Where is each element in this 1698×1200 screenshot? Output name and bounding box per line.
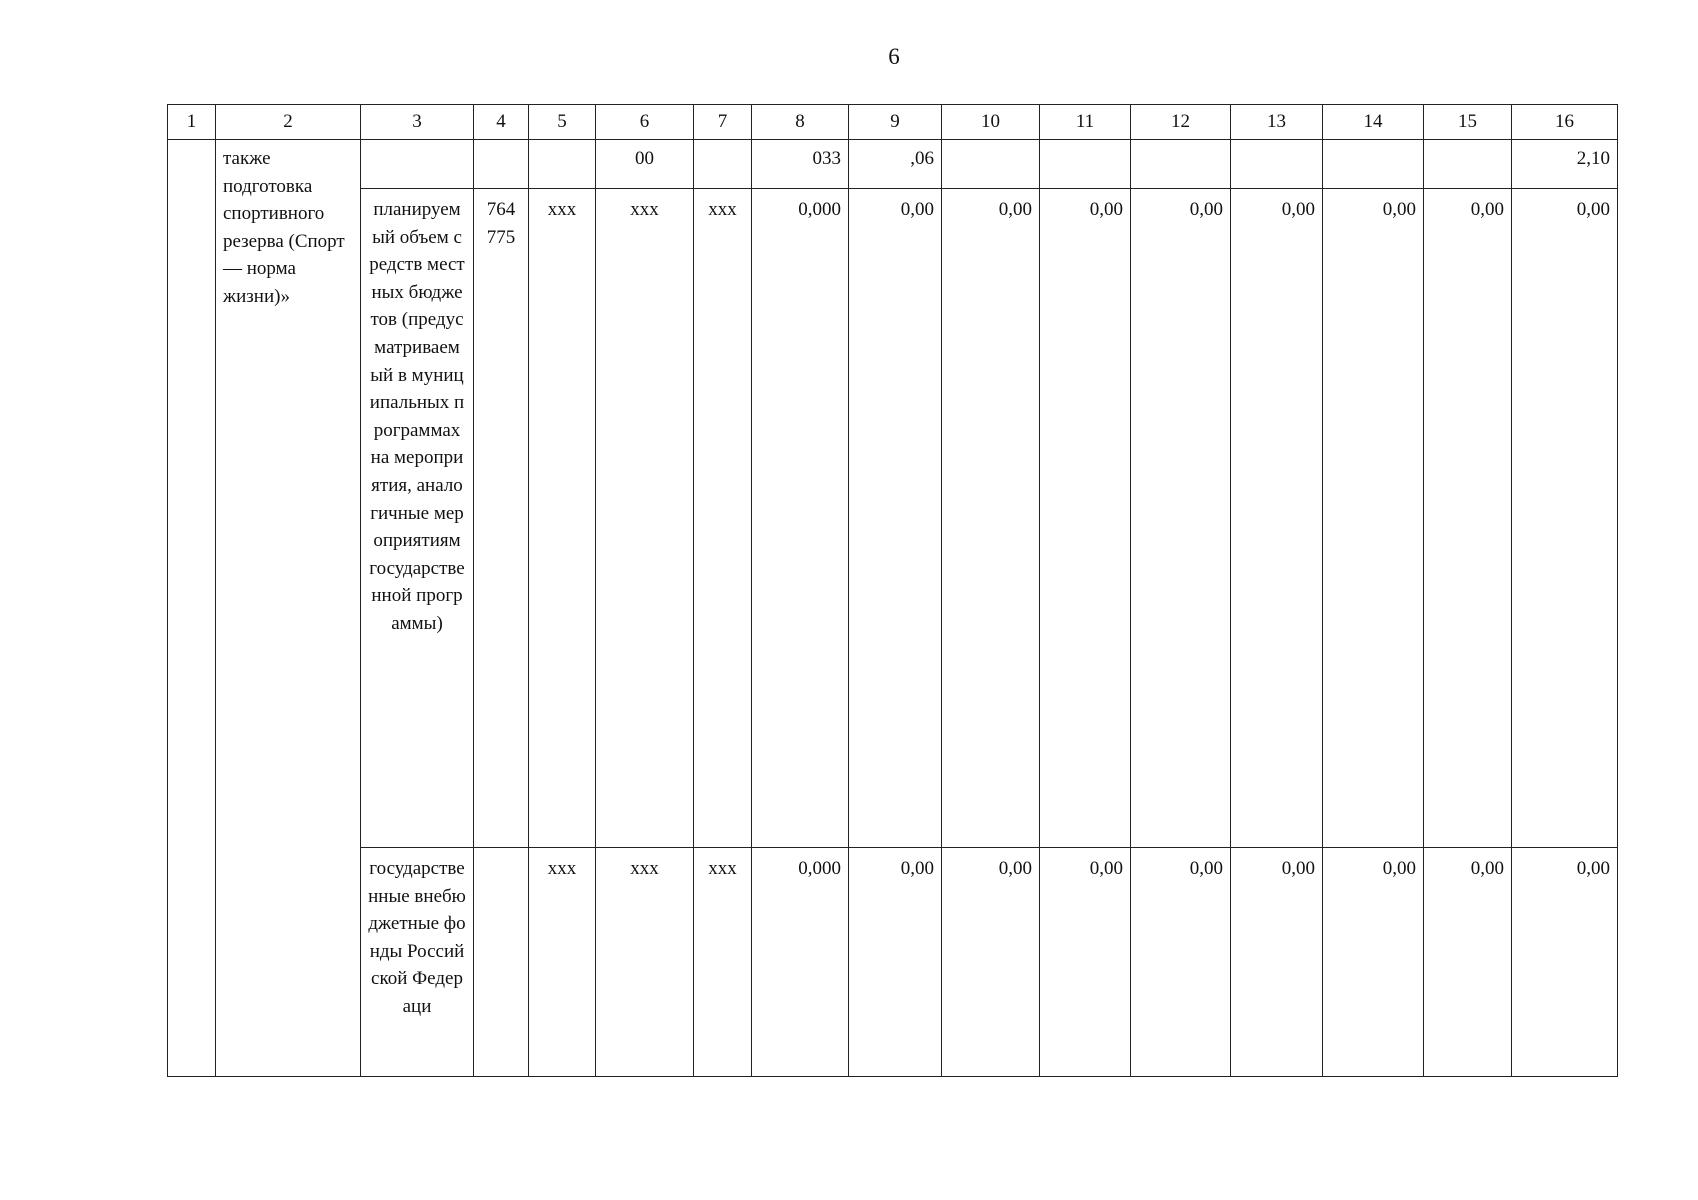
table-cell: 0,00 <box>1512 848 1618 1077</box>
table-cell <box>1131 140 1231 189</box>
table-cell: xxx <box>694 848 752 1077</box>
budget-table <box>167 104 1618 1077</box>
header-row <box>168 105 1618 140</box>
header-cell-12: 12 <box>1131 105 1231 140</box>
table-cell: 0,000 <box>752 848 849 1077</box>
table-row <box>168 848 1618 1077</box>
header-cell-11: 11 <box>1040 105 1131 140</box>
table-cell: 0,000 <box>752 189 849 848</box>
page-number: 6 <box>888 44 900 69</box>
table-cell: 0,00 <box>942 848 1040 1077</box>
table-cell <box>694 140 752 189</box>
table-cell <box>474 848 529 1077</box>
table-cell <box>474 140 529 189</box>
table-cell <box>1424 140 1512 189</box>
funding-source-cell: государственные внебюджетные фонды Российской Федераци <box>361 848 474 1077</box>
program-name-cell: также подготовка спортивного резерва (Спорт — норма жизни)» <box>216 140 361 1077</box>
table-cell: 033 <box>752 140 849 189</box>
table-cell: 00 <box>596 140 694 189</box>
table-cell: 0,00 <box>1424 848 1512 1077</box>
header-cell-3: 3 <box>361 105 474 140</box>
table-cell: xxx <box>596 189 694 848</box>
table-cell: 0,00 <box>1040 848 1131 1077</box>
header-cell-15: 15 <box>1424 105 1512 140</box>
funding-source-cell: планируемый объем средств местных бюджетов (предусматриваемый в муниципальных программах на мероприятия, аналогичные мероприятиям государственной программы) <box>361 189 474 848</box>
table-cell: ,06 <box>849 140 942 189</box>
header-cell-8: 8 <box>752 105 849 140</box>
table-cell: 0,00 <box>849 189 942 848</box>
table-cell: 0,00 <box>849 848 942 1077</box>
table-cell <box>942 140 1040 189</box>
table-row <box>168 140 1618 189</box>
table-cell: 0,00 <box>1231 848 1323 1077</box>
header-cell-16: 16 <box>1512 105 1618 140</box>
header-cell-13: 13 <box>1231 105 1323 140</box>
table-cell: 764 775 <box>474 189 529 848</box>
table-row <box>168 189 1618 848</box>
table-cell: 0,00 <box>1512 189 1618 848</box>
table-cell: 0,00 <box>1323 848 1424 1077</box>
header-cell-2: 2 <box>216 105 361 140</box>
table-cell: 0,00 <box>1131 189 1231 848</box>
header-cell-9: 9 <box>849 105 942 140</box>
table-cell: xxx <box>529 189 596 848</box>
table-cell: 0,00 <box>1323 189 1424 848</box>
header-cell-6: 6 <box>596 105 694 140</box>
header-cell-1: 1 <box>168 105 216 140</box>
table-cell: 0,00 <box>1424 189 1512 848</box>
table-cell: xxx <box>694 189 752 848</box>
table-cell: 0,00 <box>942 189 1040 848</box>
header-cell-5: 5 <box>529 105 596 140</box>
header-cell-4: 4 <box>474 105 529 140</box>
table-cell <box>1231 140 1323 189</box>
table-cell <box>1323 140 1424 189</box>
table-cell: 0,00 <box>1040 189 1131 848</box>
row-number-cell <box>168 140 216 1077</box>
table-cell: 0,00 <box>1131 848 1231 1077</box>
header-cell-10: 10 <box>942 105 1040 140</box>
table-cell: xxx <box>529 848 596 1077</box>
table-cell: 2,10 <box>1512 140 1618 189</box>
table-cell: 0,00 <box>1231 189 1323 848</box>
header-cell-14: 14 <box>1323 105 1424 140</box>
header-cell-7: 7 <box>694 105 752 140</box>
table-cell: xxx <box>596 848 694 1077</box>
table-cell <box>529 140 596 189</box>
table-cell <box>361 140 474 189</box>
table-cell <box>1040 140 1131 189</box>
